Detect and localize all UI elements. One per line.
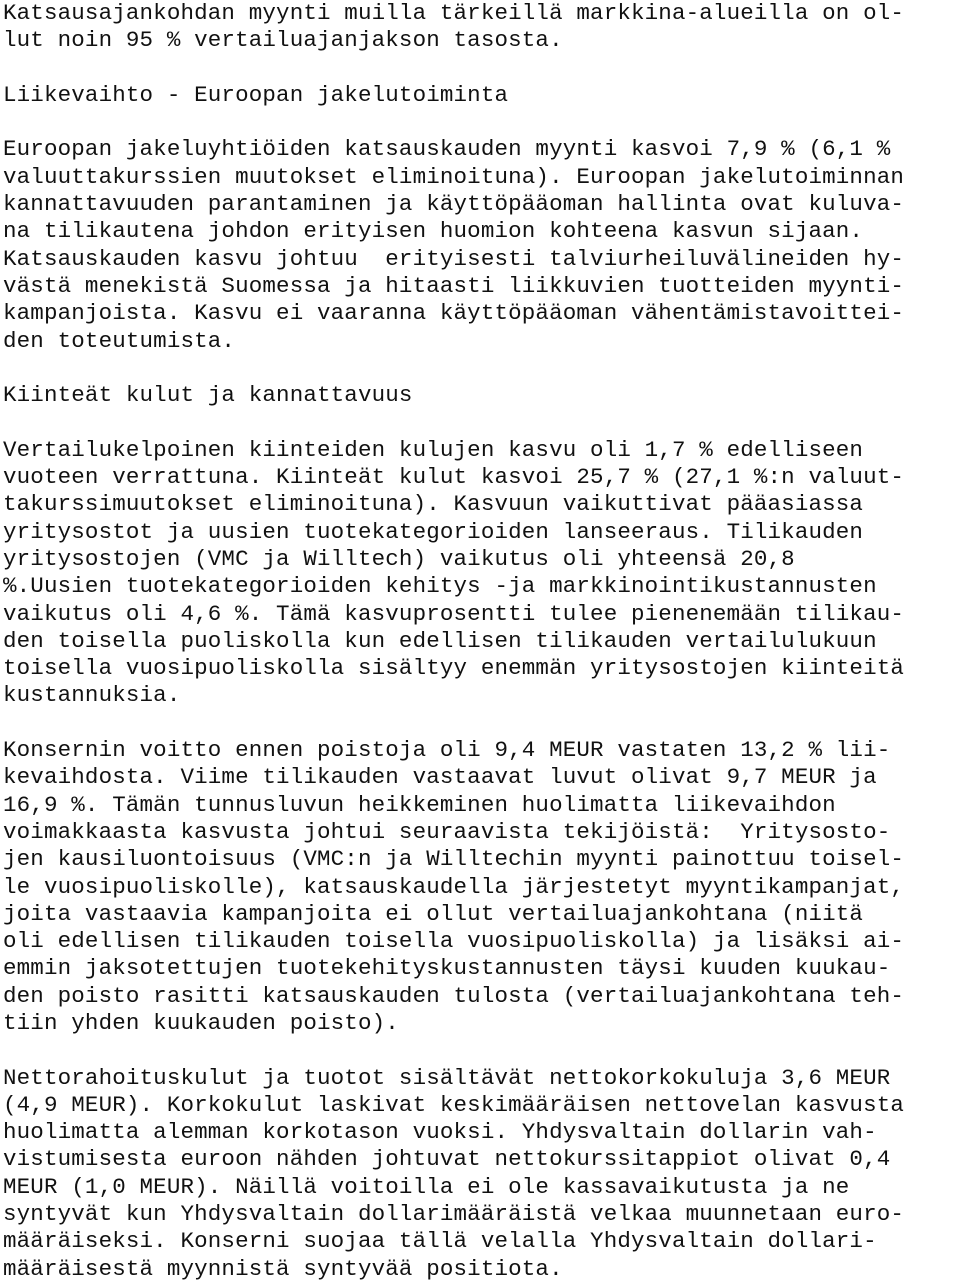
text-line: emmin jaksotettujen tuotekehityskustannusten täysi kuuden kuukau- [3,955,891,982]
text-line: vistumisesta euroon nähden johtuvat nettokurssitappiot olivat 0,4 [3,1146,891,1173]
intro-paragraph [3,0,960,55]
text-line: kampanjoista. Kasvu ei vaaranna käyttöpääoman vähentämistavoittei- [3,300,905,327]
section-heading-europe [3,82,960,109]
text-line: huolimatta alemman korkotason vuoksi. Yhdysvaltain dollarin vah- [3,1119,877,1146]
text-line: yritysostojen (VMC ja Willtech) vaikutus oli yhteensä 20,8 [3,545,795,572]
heading-text: Kiinteät kulut ja kannattavuus [3,382,413,409]
text-line: oli edellisen tilikauden toisella vuosipuoliskolla) ja lisäksi ai- [3,928,905,955]
text-line: Euroopan jakeluyhtiöiden katsauskauden myynti kasvoi 7,9 % (6,1 % [3,136,891,163]
paragraph-gap [3,55,960,82]
text-line: vuoteen verrattuna. Kiinteät kulut kasvoi 25,7 % (27,1 %:n valuut- [3,464,905,491]
text-line: tiin yhden kuukauden poisto). [3,1009,399,1036]
heading-text: Liikevaihto - Euroopan jakelutoiminta [3,81,509,108]
text-line: jen kausiluontoisuus (VMC:n ja Willtechin myynti painottuu toisel- [3,846,905,873]
text-line: den poisto rasitti katsauskauden tulosta (vertailuajankohtana teh- [3,982,905,1009]
text-line: Nettorahoituskulut ja tuotot sisältävät nettokorkokuluja 3,6 MEUR [3,1064,891,1091]
text-line: na tilikautena johdon erityisen huomion kohteena kasvun sijaan. [3,218,864,245]
text-line: le vuosipuoliskolle), katsauskaudella järjestetyt myyntikampanjat, [3,873,905,900]
text-line: takurssimuutokset eliminoituna). Kasvuun vaikuttivat pääasiassa [3,491,864,518]
text-line: MEUR (1,0 MEUR). Näillä voitoilla ei ole kassavaikutusta ja ne [3,1173,850,1200]
text-line: määräiseksi. Konserni suojaa tällä velalla Yhdysvaltain dollari- [3,1228,877,1255]
text-line: västä menekistä Suomessa ja hitaasti liikkuvien tuotteiden myynti- [3,272,905,299]
text-line: Katsauskauden kasvu johtuu erityisesti talviurheiluvälineiden hy- [3,245,905,272]
text-line: den toisella puoliskolla kun edellisen tilikauden vertailulukuun [3,627,877,654]
paragraph-gap [3,409,960,436]
costs-paragraph-3 [3,1065,960,1283]
text-line: Konsernin voitto ennen poistoja oli 9,4 MEUR vastaten 13,2 % lii- [3,737,891,764]
text-line: kannattavuuden parantaminen ja käyttöpääoman hallinta ovat kuluva- [3,191,905,218]
text-line: 16,9 %. Tämän tunnusluvun heikkeminen huolimatta liikevaihdon [3,791,836,818]
paragraph-gap [3,710,960,737]
text-line: Vertailukelpoinen kiinteiden kulujen kasvu oli 1,7 % edelliseen [3,436,864,463]
paragraph-gap [3,1037,960,1064]
text-line: joita vastaavia kampanjoita ei ollut vertailuajankohtana (niitä [3,900,864,927]
text-line: den toteutumista. [3,327,236,354]
text-line: lut noin 95 % vertailuajanjakson tasosta. [3,27,563,54]
text-line: määräisestä myynnistä syntyvää positiota. [3,1255,563,1282]
text-line: toisella vuosipuoliskolla sisältyy enemmän yritysostojen kiinteitä [3,655,905,682]
costs-paragraph-1 [3,437,960,710]
text-line: %.Uusien tuotekategorioiden kehitys -ja markkinointikustannusten [3,573,877,600]
text-line: yritysostot ja uusien tuotekategorioiden lanseeraus. Tilikauden [3,518,864,545]
text-line: kustannuksia. [3,682,181,709]
section-heading-costs [3,382,960,409]
costs-paragraph-2 [3,737,960,1037]
text-line: valuuttakurssien muutokset eliminoituna). Euroopan jakelutoiminnan [3,163,905,190]
text-line: voimakkaasta kasvusta johtui seuraavista tekijöistä: Yritysosto- [3,818,891,845]
text-line: syntyvät kun Yhdysvaltain dollarimääräistä velkaa muunnetaan euro- [3,1201,905,1228]
europe-paragraph [3,136,960,354]
text-line: (4,9 MEUR). Korkokulut laskivat keskimääräisen nettovelan kasvusta [3,1091,905,1118]
paragraph-gap [3,355,960,382]
text-line: Katsausajankohdan myynti muilla tärkeillä markkina-alueilla on ol- [3,0,905,26]
paragraph-gap [3,109,960,136]
text-line: vaikutus oli 4,6 %. Tämä kasvuprosentti tulee pienenemään tilikau- [3,600,905,627]
text-line: kevaihdosta. Viime tilikauden vastaavat luvut olivat 9,7 MEUR ja [3,764,877,791]
